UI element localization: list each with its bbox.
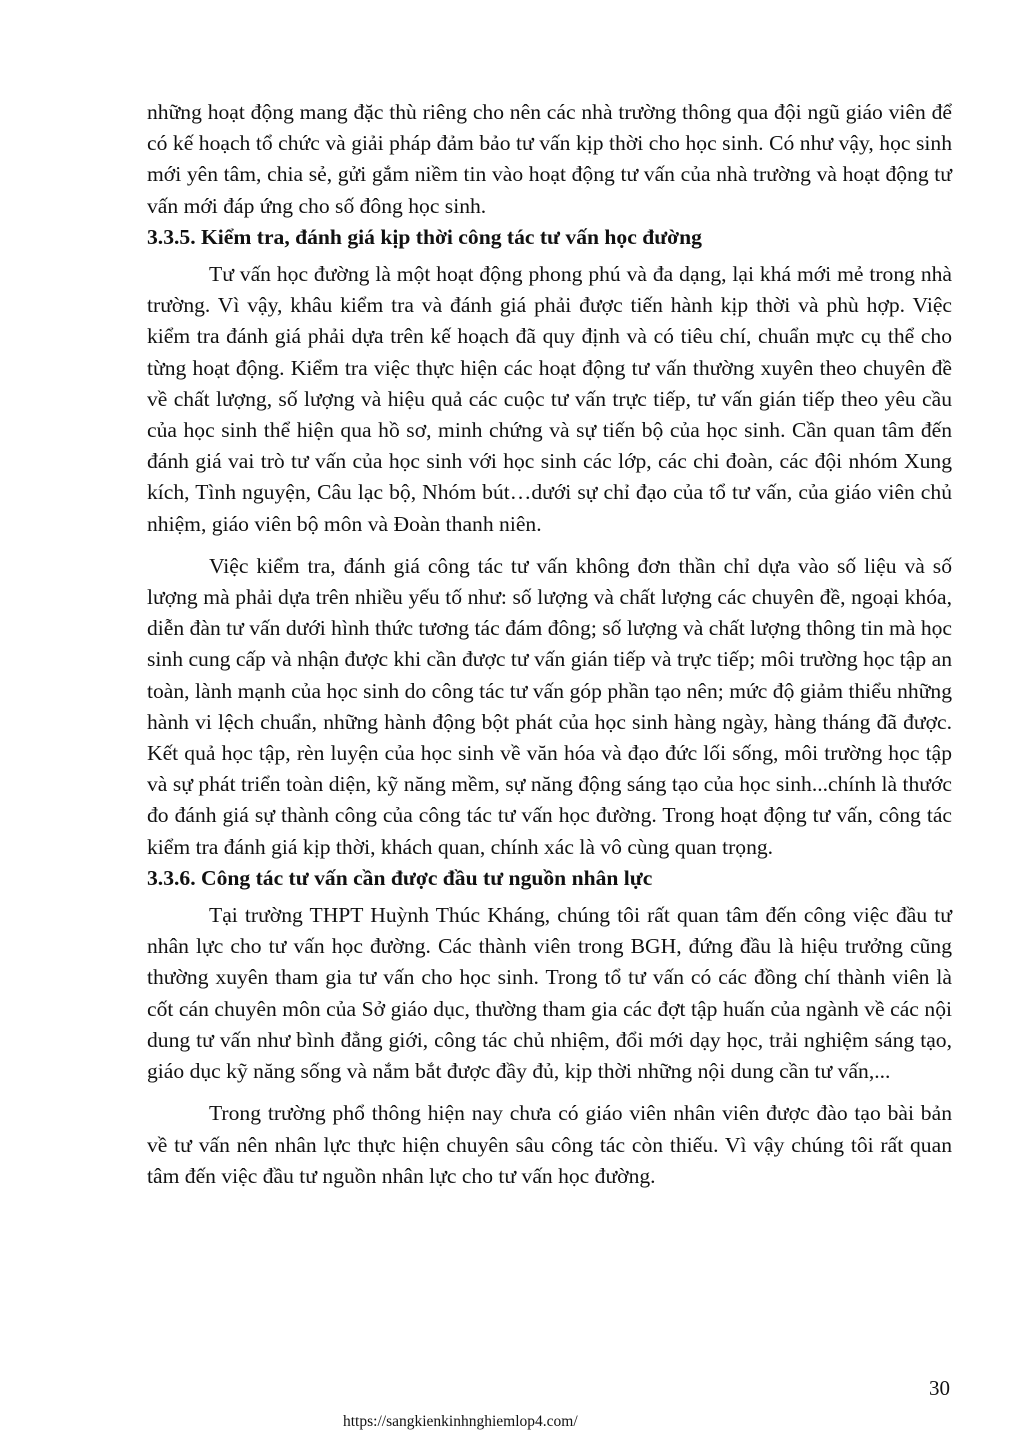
document-body (147, 97, 952, 1192)
section-3-3-5-paragraph-2: Việc kiểm tra, đánh giá công tác tư vấn không đơn thần chỉ dựa vào số liệu và số lượng mà phải dựa trên nhiều yếu tố như: số lượng và chất lượng các chuyên đề, ngoại khóa, diễn đàn tư vấn dưới hình thức tương tác đám đông; số lượng và chất lượng thông tin mà học sinh cung cấp và nhận được khi cần được tư vấn gián tiếp và trực tiếp; môi trường học tập an toàn, lành mạnh của học sinh do công tác tư vấn góp phần tạo nên; mức độ giảm thiểu những hành vi lệch chuẩn, những hành động bột phát của học sinh hàng ngày, hàng tháng đã được. Kết quả học tập, rèn luyện của học sinh về văn hóa và đạo đức lối sống, môi trường học tập và sự phát triển toàn diện, kỹ năng mềm, sự năng động sáng tạo của học sinh...chính là thước đo đánh giá sự thành công của công tác tư vấn học đường. Trong hoạt động tư vấn, công tác kiểm tra đánh giá kịp thời, khách quan, chính xác là vô cùng quan trọng. (147, 553, 952, 859)
footer-url-link[interactable]: https://sangkienkinhnghiemlop4.com/ (343, 1413, 578, 1430)
section-heading-3-3-5: 3.3.5. Kiểm tra, đánh giá kịp thời công tác tư vấn học đường (147, 224, 702, 249)
page-number: 30 (929, 1376, 950, 1400)
section-3-3-6-paragraph-2: Trong trường phổ thông hiện nay chưa có giáo viên nhân viên được đào tạo bài bản về tư vấn nên nhân lực thực hiện chuyên sâu công tác còn thiếu. Vì vậy chúng tôi rất quan tâm đến việc đầu tư nguồn nhân lực cho tư vấn học đường. (147, 1101, 952, 1188)
section-3-3-6-paragraph-1: Tại trường THPT Huỳnh Thúc Kháng, chúng tôi rất quan tâm đến công việc đầu tư nhân lực cho tư vấn học đường. Các thành viên trong BGH, đứng đầu là hiệu trưởng cũng thường xuyên tham gia tư vấn cho học sinh. Trong tổ tư vấn có các đồng chí thành viên là cốt cán chuyên môn của Sở giáo dục, thường tham gia các đợt tập huấn của ngành về các nội dung tư vấn như bình đẳng giới, công tác chủ nhiệm, đổi mới dạy học, trải nghiệm sáng tạo, giáo dục kỹ năng sống và nắm bắt được đầy đủ, kịp thời những nội dung cần tư vấn,... (147, 903, 952, 1084)
section-heading-3-3-6: 3.3.6. Công tác tư vấn cần được đầu tư nguồn nhân lực (147, 865, 653, 890)
intro-paragraph: những hoạt động mang đặc thù riêng cho nên các nhà trường thông qua đội ngũ giáo viên để có kế hoạch tổ chức và giải pháp đảm bảo tư vấn kịp thời cho học sinh. Có như vậy, học sinh mới yên tâm, chia sẻ, gửi gắm niềm tin vào hoạt động tư vấn của nhà trường và hoạt động tư vấn mới đáp ứng cho số đông học sinh. (147, 100, 952, 218)
section-3-3-5-paragraph-1: Tư vấn học đường là một hoạt động phong phú và đa dạng, lại khá mới mẻ trong nhà trường. Vì vậy, khâu kiểm tra và đánh giá phải được tiến hành kịp thời và phù hợp. Việc kiểm tra đánh giá phải dựa trên kế hoạch đã quy định và có tiêu chí, chuẩn mực cụ thể cho từng hoạt động. Kiểm tra việc thực hiện các hoạt động tư vấn thường xuyên theo chuyên đề về chất lượng, số lượng và hiệu quả các cuộc tư vấn trực tiếp, tư vấn gián tiếp theo yêu cầu của học sinh thể hiện qua hồ sơ, minh chứng và sự tiến bộ của học sinh. Cần quan tâm đến đánh giá vai trò tư vấn của học sinh với học sinh các lớp, các chi đoàn, các đội nhóm Xung kích, Tình nguyện, Câu lạc bộ, Nhóm bút…dưới sự chỉ đạo của tổ tư vấn, của giáo viên chủ nhiệm, giáo viên bộ môn và Đoàn thanh niên. (147, 262, 952, 536)
